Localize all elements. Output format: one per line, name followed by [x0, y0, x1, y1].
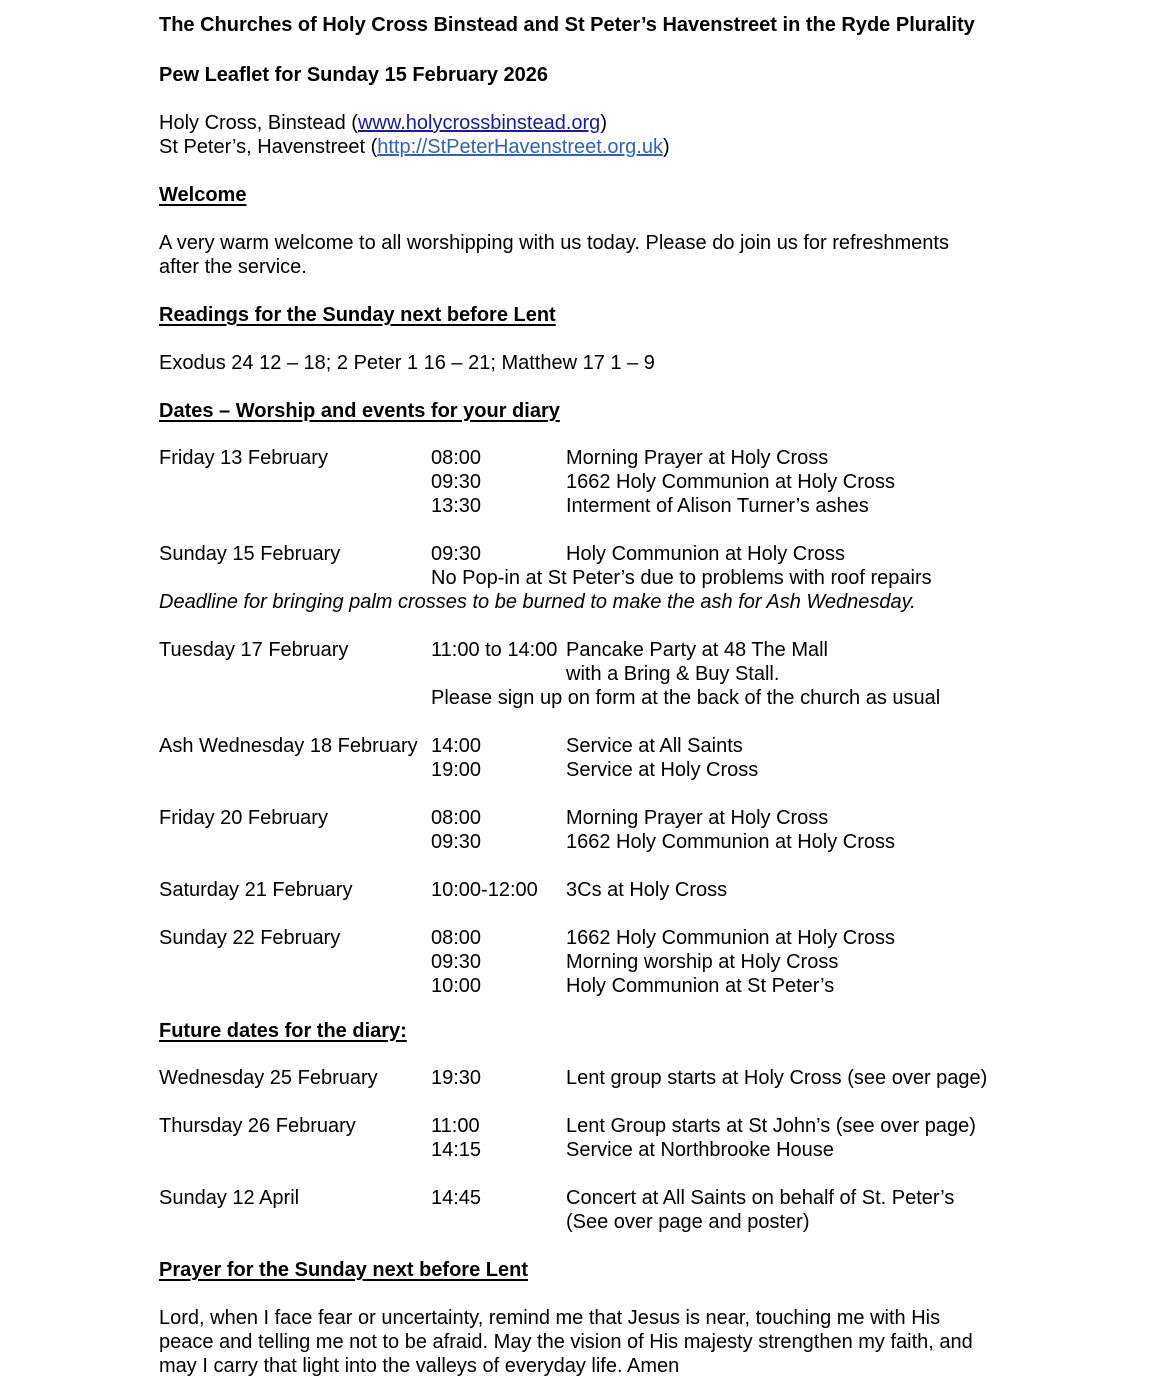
diary-event: Morning Prayer at Holy Cross — [566, 807, 829, 829]
dates-heading: Dates – Worship and events for your diary — [159, 400, 560, 422]
diary-event: 3Cs at Holy Cross — [566, 879, 728, 901]
future-time: 19:30 — [431, 1067, 482, 1089]
church-name: Holy Cross, Binstead ( — [159, 112, 358, 134]
diary-date: Saturday 21 February — [159, 879, 353, 901]
future-dates-heading: Future dates for the diary: — [159, 1020, 407, 1042]
future-date: Sunday 12 April — [159, 1187, 300, 1209]
document-title: The Churches of Holy Cross Binstead and St Peter’s Havenstreet in the Ryde Plurality — [159, 14, 975, 36]
diary-event: Morning worship at Holy Cross — [566, 951, 839, 973]
prayer-text-line: may I carry that light into the valleys of everyday life. Amen — [159, 1355, 680, 1377]
diary-time: 13:30 — [431, 495, 482, 517]
diary-event: Service at Holy Cross — [566, 759, 759, 781]
holy-cross-website-link[interactable]: www.holycrossbinstead.org — [357, 112, 601, 134]
prayer-text-line: peace and telling me not to be afraid. May the vision of His majesty strengthen my faith, and — [159, 1331, 973, 1353]
diary-time: 08:00 — [431, 447, 482, 469]
future-event: Service at Northbrooke House — [566, 1139, 834, 1161]
diary-date: Ash Wednesday 18 February — [159, 735, 418, 757]
diary-event: Holy Communion at Holy Cross — [566, 543, 845, 565]
diary-note: No Pop-in at St Peter’s due to problems with roof repairs — [431, 567, 932, 589]
diary-time: 09:30 — [431, 543, 482, 565]
future-event: (See over page and poster) — [566, 1211, 810, 1233]
diary-event: 1662 Holy Communion at Holy Cross — [566, 927, 896, 949]
prayer-heading: Prayer for the Sunday next before Lent — [159, 1259, 528, 1281]
future-date: Wednesday 25 February — [159, 1067, 378, 1089]
palm-cross-deadline-note: Deadline for bringing palm crosses to be burned to make the ash for Ash Wednesday. — [159, 591, 916, 613]
diary-time: 10:00-12:00 — [431, 879, 538, 901]
diary-event: Pancake Party at 48 The Mall — [566, 639, 828, 661]
paren-close: ) — [662, 136, 670, 158]
diary-time: 11:00 to 14:00 — [431, 639, 558, 661]
diary-event: Morning Prayer at Holy Cross — [566, 447, 829, 469]
diary-time: 14:00 — [431, 735, 482, 757]
diary-time: 19:00 — [431, 759, 482, 781]
welcome-text-line: after the service. — [159, 256, 307, 278]
future-date: Thursday 26 February — [159, 1115, 356, 1137]
welcome-heading: Welcome — [159, 184, 247, 206]
church-name: St Peter’s, Havenstreet ( — [159, 136, 378, 158]
welcome-text-line: A very warm welcome to all worshipping with us today. Please do join us for refreshments — [159, 232, 949, 254]
diary-event: 1662 Holy Communion at Holy Cross — [566, 831, 896, 853]
future-time: 11:00 — [431, 1115, 480, 1137]
diary-event: Service at All Saints — [566, 735, 743, 757]
diary-event: Interment of Alison Turner’s ashes — [566, 495, 869, 517]
diary-time: 08:00 — [431, 927, 482, 949]
diary-time: 09:30 — [431, 471, 482, 493]
leaflet-subtitle: Pew Leaflet for Sunday 15 February 2026 — [159, 64, 549, 86]
diary-event: with a Bring & Buy Stall. — [566, 663, 780, 685]
diary-note: Please sign up on form at the back of the church as usual — [431, 687, 941, 709]
diary-date: Friday 20 February — [159, 807, 328, 829]
readings-text: Exodus 24 12 – 18; 2 Peter 1 16 – 21; Matthew 17 1 – 9 — [159, 352, 655, 374]
diary-date: Tuesday 17 February — [159, 639, 349, 661]
diary-time: 09:30 — [431, 831, 482, 853]
church-st-peters — [159, 135, 670, 159]
diary-event: Holy Communion at St Peter’s — [566, 975, 835, 997]
future-event: Concert at All Saints on behalf of St. Peter’s — [566, 1187, 955, 1209]
diary-date: Sunday 22 February — [159, 927, 341, 949]
church-holy-cross — [159, 111, 607, 135]
future-event: Lent group starts at Holy Cross (see over page) — [566, 1067, 988, 1089]
future-time: 14:15 — [431, 1139, 482, 1161]
diary-date: Friday 13 February — [159, 447, 328, 469]
diary-time: 09:30 — [431, 951, 482, 973]
diary-time: 10:00 — [431, 975, 482, 997]
paren-close: ) — [600, 112, 607, 134]
prayer-text-line: Lord, when I face fear or uncertainty, remind me that Jesus is near, touching me with His — [159, 1307, 941, 1329]
st-peters-website-link[interactable]: http://StPeterHavenstreet.org.uk — [377, 136, 663, 158]
diary-event: 1662 Holy Communion at Holy Cross — [566, 471, 896, 493]
readings-heading: Readings for the Sunday next before Lent — [159, 304, 556, 326]
diary-time: 08:00 — [431, 807, 482, 829]
future-event: Lent Group starts at St John’s (see over page) — [566, 1115, 976, 1137]
future-time: 14:45 — [431, 1187, 482, 1209]
diary-date: Sunday 15 February — [159, 543, 341, 565]
